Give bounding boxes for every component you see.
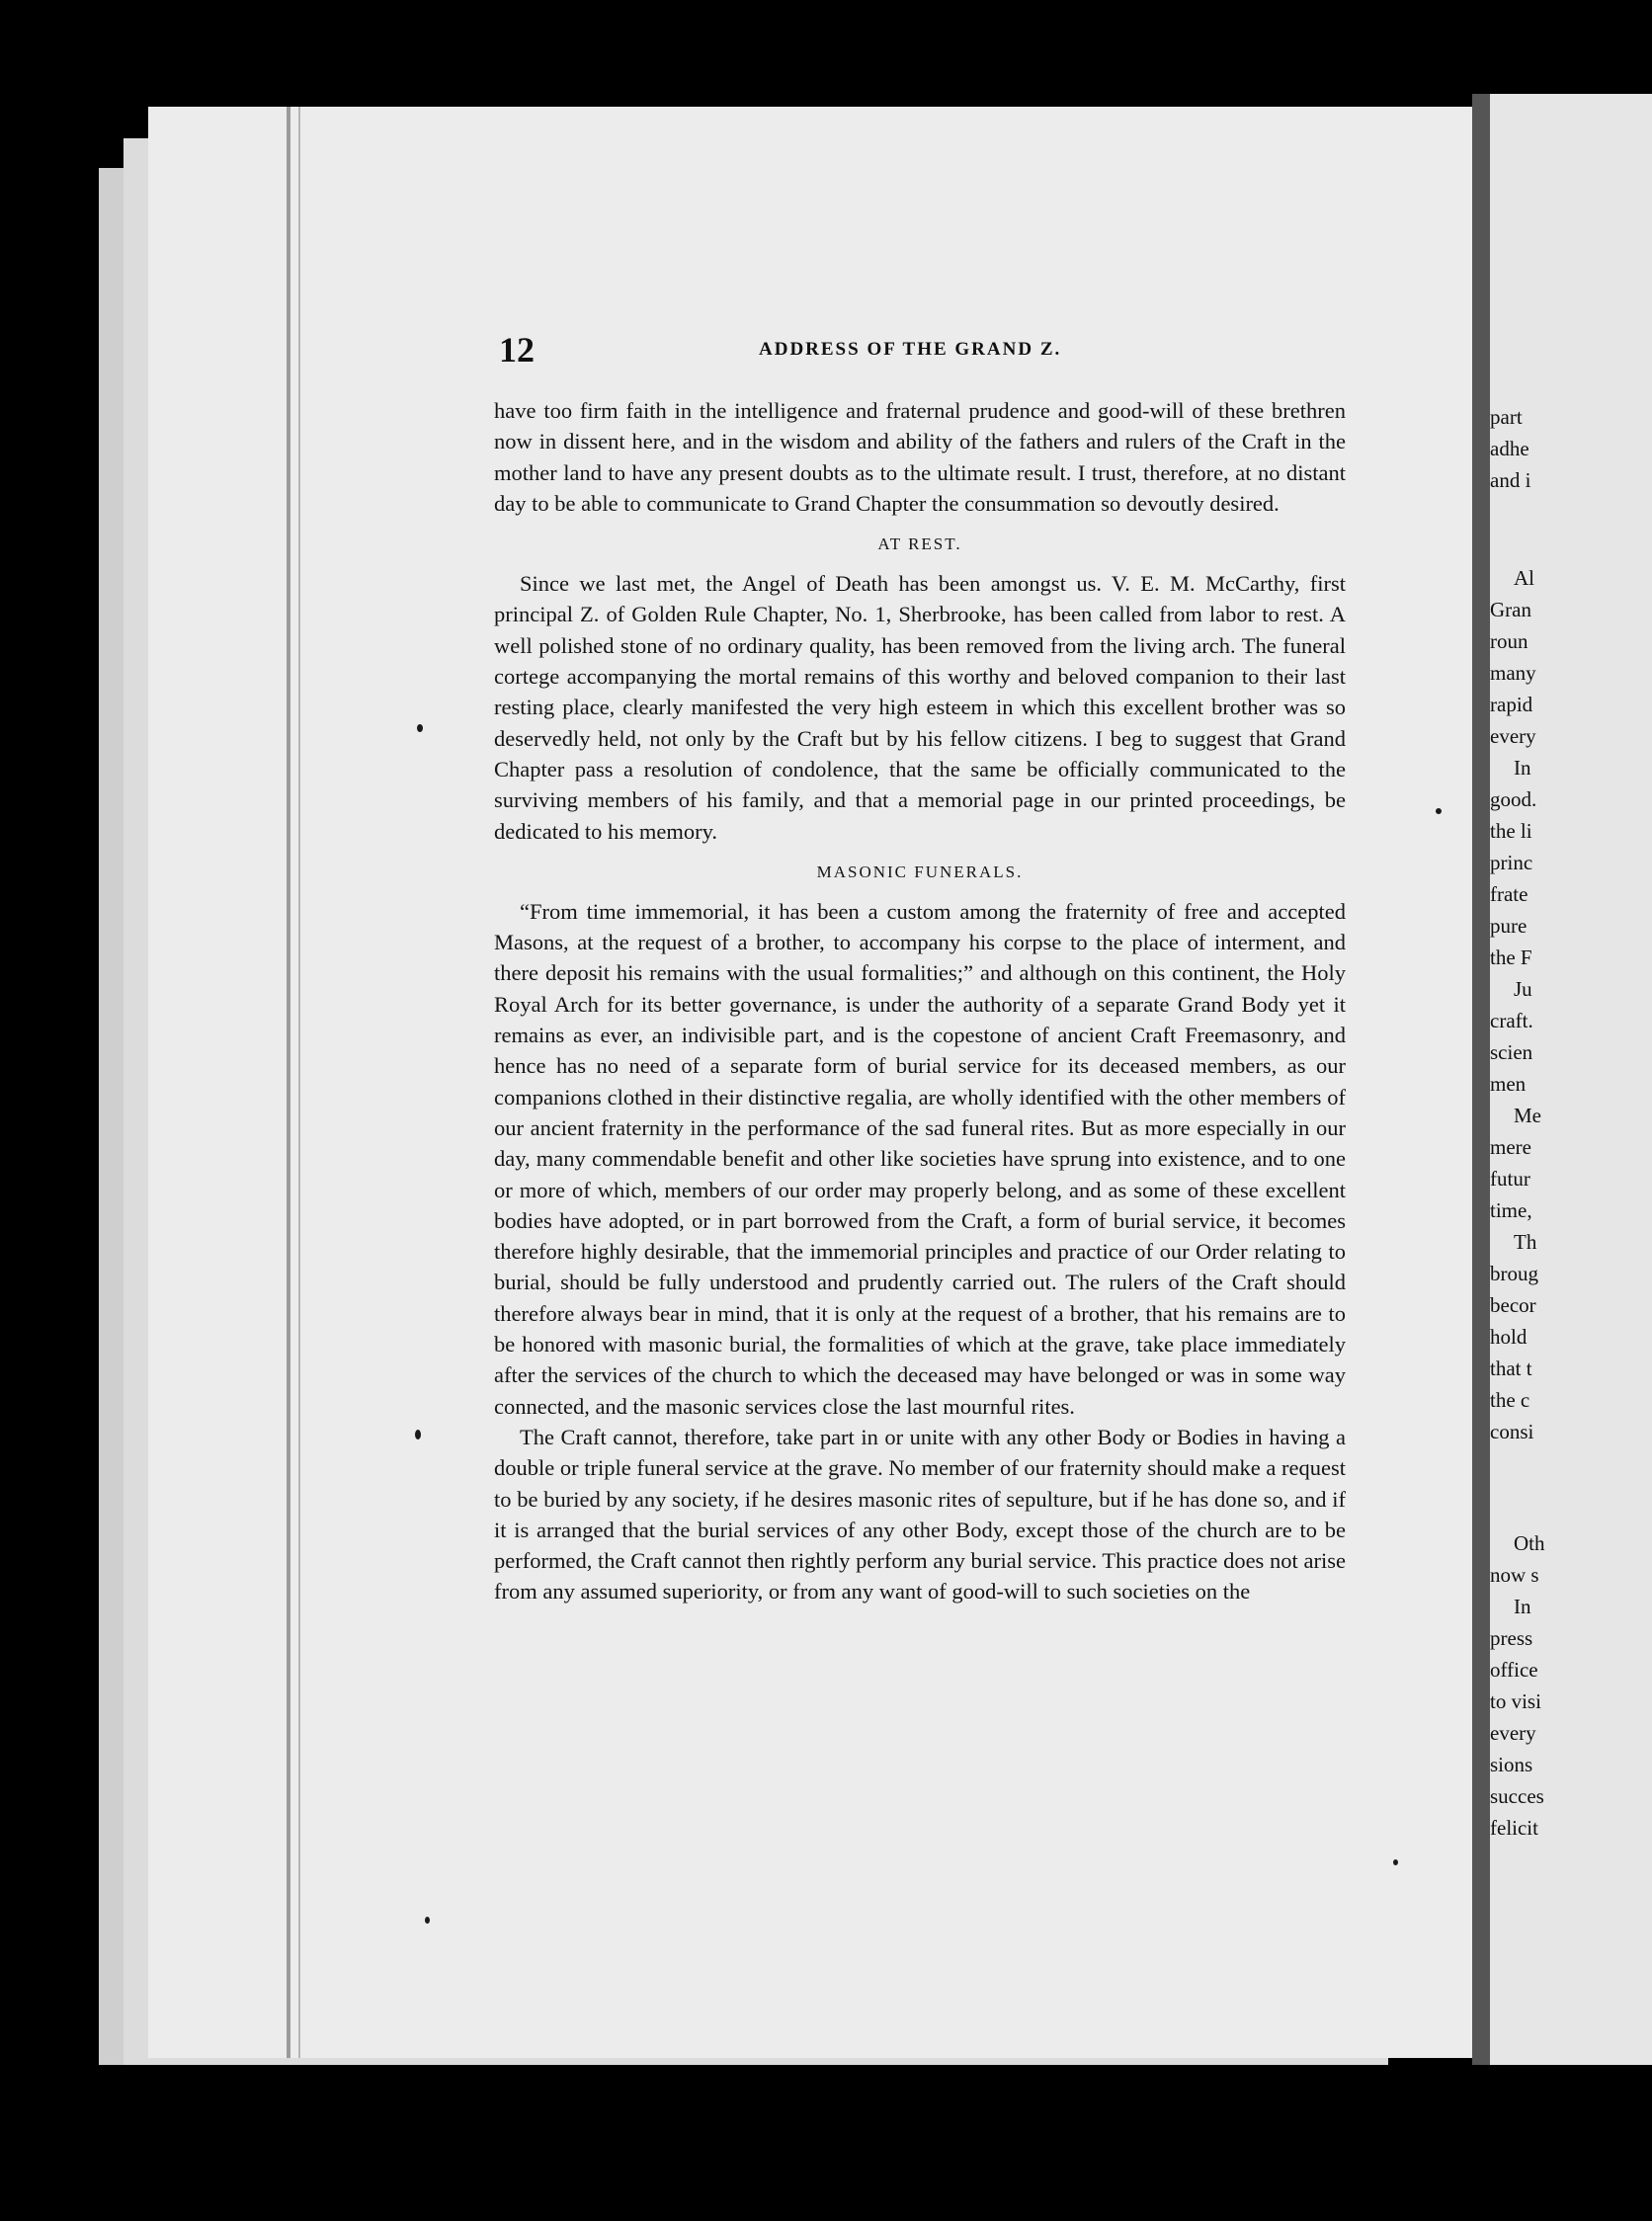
right-page-fragment: Me: [1514, 1104, 1541, 1127]
paragraph: have too firm faith in the intelligence and fraternal prudence and good-will of these brethren now in dissent here, and in the wisdom and ability of the fathers and rulers of the Craft in the mother land to have any present doubts as to the ultimate result. I trust, therefore, at no distant day to be able to communicate to Grand Chapter the consummation so devoutly desired.: [494, 398, 1346, 516]
right-page-fragment: the c: [1490, 1388, 1530, 1412]
right-page-fragment: rapid: [1490, 693, 1533, 716]
right-page-fragment: every: [1490, 1721, 1536, 1745]
right-page-fragment: Al: [1514, 566, 1534, 590]
right-page-fragment: mere: [1490, 1135, 1531, 1159]
right-page-fragment: the li: [1490, 819, 1532, 843]
paragraph: The Craft cannot, therefore, take part in or unite with any other Body or Bodies in having a double or triple funeral service at the grave. No member of our fraternity should make a request to be buried by any society, if he desires masonic rites of sepulture, but if he has done so, and if it is arranged that the burial services of any other Body, except those of the church are to be performed, the Craft cannot then rightly perform any burial service. This practice does not arise from any assumed superiority, or from any want of good-will to such societies on the: [494, 1424, 1346, 1604]
page-body: [494, 395, 1346, 1607]
right-page-fragment: roun: [1490, 629, 1528, 653]
right-page-fragment: succes: [1490, 1784, 1544, 1808]
scan-speck: [1393, 1859, 1398, 1865]
right-page-fragment: to visi: [1490, 1689, 1541, 1713]
right-page-fragment: In: [1514, 756, 1531, 780]
right-page-fragment: In: [1514, 1595, 1531, 1618]
running-head: ADDRESS OF THE GRAND Z.: [759, 339, 1062, 360]
right-page-fragment: sions: [1490, 1753, 1533, 1776]
right-page-fragment: now s: [1490, 1563, 1539, 1587]
scan-speck: [1436, 808, 1442, 814]
right-page-fragment: part: [1490, 405, 1523, 429]
right-page-fragment: the F: [1490, 946, 1532, 969]
right-page-fragment: office: [1490, 1658, 1538, 1682]
right-page-fragment: becor: [1490, 1293, 1536, 1317]
right-page-fragment: broug: [1490, 1262, 1538, 1285]
right-page-fragment: pure: [1490, 914, 1528, 938]
book-gutter: [1472, 94, 1490, 2065]
right-page-fragment: many: [1490, 661, 1536, 685]
right-page-fragment: press: [1490, 1626, 1533, 1650]
right-page-fragment: craft.: [1490, 1009, 1533, 1032]
right-page-fragment: hold: [1490, 1325, 1528, 1349]
section-heading: AT REST.: [877, 535, 962, 554]
right-page-fragment: princ: [1490, 851, 1533, 874]
right-page-fragment: consi: [1490, 1420, 1534, 1443]
right-page-fragment: Gran: [1490, 598, 1531, 621]
right-page-fragment: futur: [1490, 1167, 1530, 1191]
scan-speck: [415, 1430, 421, 1440]
paragraph: “From time immemorial, it has been a custom among the fraternity of free and accepted Masons, at the request of a brother, to accompany his corpse to the place of interment, and there deposit his remains with the usual formalities;” and although on this continent, the Holy Royal Arch for its better governance, is under the authority of a separate Grand Body yet it remains as ever, an indivisible part, and is the copestone of ancient Craft Freemasonry, and hence has no need of a separate form of burial service for its deceased members, as our companions clothed in their distinctive regalia, are wholly identified with the other members of our ancient fraternity in the performance of the sad funeral rites. But as more especially in our day, many commendable benefit and other like societies have sprung into existence, and to one or more of which, members of our order may properly belong, and as some of these excellent bodies have adopted, or in part borrowed from the Craft, a form of burial service, it becomes therefore highly desirable, that the immemorial principles and practice of our Order relating to burial, should be fully understood and prudently carried out. The rulers of the Craft should therefore always bear in mind, that it is only at the request of a brother, that his remains are to be honored with masonic burial, the formalities of which at the grave, take place immediately after the services of the church to which the deceased may have belonged or was in some way connected, and the masonic services close the last mournful rites.: [494, 898, 1346, 1419]
right-page-fragment: Th: [1514, 1230, 1537, 1254]
right-page-fragment: time,: [1490, 1198, 1532, 1222]
scan-speck: [425, 1917, 430, 1924]
right-page-fragment: adhe: [1490, 437, 1529, 460]
section-heading: MASONIC FUNERALS.: [816, 862, 1024, 881]
paragraph: Since we last met, the Angel of Death has been amongst us. V. E. M. McCarthy, first principal Z. of Golden Rule Chapter, No. 1, Sherbrooke, has been called from labor to rest. A well polished stone of no ordinary quality, has been removed from the living arch. The funeral cortege accompanying the mortal remains of this worthy and beloved companion to their last resting place, clearly manifested the very high esteem in which this excellent brother was so deservedly held, not only by the Craft but by his fellow citizens. I beg to suggest that Grand Chapter pass a resolution of condolence, that the same be officially communicated to the surviving members of his family, and that a memorial page in our printed proceedings, be dedicated to his memory.: [494, 571, 1346, 844]
right-page-fragment: felicit: [1490, 1816, 1538, 1840]
scan-speck: [417, 724, 423, 732]
right-page-fragment: Oth: [1514, 1531, 1545, 1555]
right-page-fragment: frate: [1490, 882, 1528, 906]
right-page-fragment: that t: [1490, 1357, 1532, 1380]
right-page-edge: [1490, 94, 1652, 2065]
right-page-fragment: men: [1490, 1072, 1527, 1096]
right-page-fragment: and i: [1490, 468, 1531, 492]
page-header: [499, 329, 1349, 370]
right-page-fragment: every: [1490, 724, 1536, 748]
right-page-fragment: good.: [1490, 787, 1537, 811]
right-page-fragment: scien: [1490, 1040, 1533, 1064]
page-number: 12: [499, 330, 535, 370]
right-page-fragment: Ju: [1514, 977, 1532, 1001]
